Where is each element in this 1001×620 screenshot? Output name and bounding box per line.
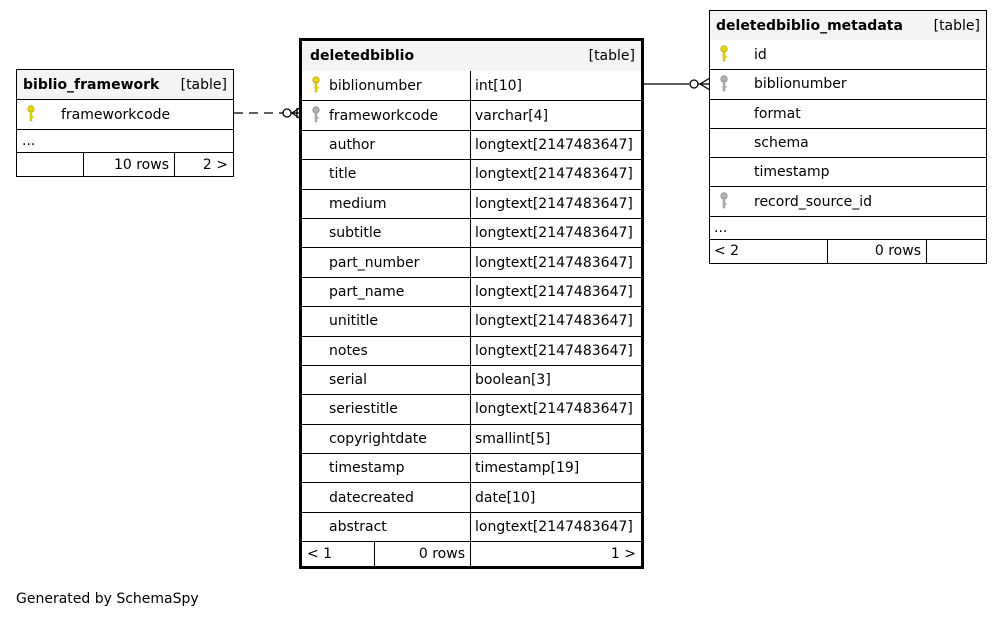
column-name: part_number (329, 254, 420, 271)
column-type: longtext[2147483647] (470, 278, 641, 306)
more-columns: ... (17, 129, 233, 152)
column-row (302, 71, 641, 100)
column-type: date[10] (470, 483, 641, 511)
column-row (302, 336, 641, 365)
column-type: longtext[2147483647] (470, 395, 641, 423)
primary-key-icon (719, 45, 729, 63)
table-footer (302, 541, 641, 566)
column-type: longtext[2147483647] (470, 513, 641, 541)
relation-metadata (643, 78, 710, 90)
column-name: abstract (329, 519, 387, 536)
children-nav[interactable]: 2 > (174, 153, 233, 176)
row-count: 10 rows (83, 153, 174, 176)
column-row (302, 424, 641, 453)
more-columns: ... (710, 216, 986, 239)
column-name: medium (329, 195, 387, 212)
column-name: unititle (329, 313, 379, 330)
column-type: smallint[5] (470, 425, 641, 453)
column-row (710, 69, 986, 98)
table-header (302, 41, 641, 71)
column-type: boolean[3] (470, 366, 641, 394)
column-name: timestamp (329, 460, 405, 477)
table-header (17, 70, 233, 99)
column-row (710, 157, 986, 186)
column-name: part_name (329, 283, 405, 300)
row-count: 0 rows (827, 240, 926, 263)
column-type: longtext[2147483647] (470, 337, 641, 365)
column-row (302, 277, 641, 306)
column-row (302, 100, 641, 129)
table-footer (17, 152, 233, 176)
table-kind: [table] (180, 76, 227, 93)
column-type: timestamp[19] (470, 454, 641, 482)
column-name: title (329, 166, 357, 183)
primary-key-icon (311, 76, 321, 94)
column-name: record_source_id (754, 193, 872, 210)
footer-empty (17, 153, 83, 176)
table-kind: [table] (588, 48, 635, 64)
column-row (302, 130, 641, 159)
column-row (302, 306, 641, 335)
column-row (302, 159, 641, 188)
table-biblio-framework[interactable] (16, 69, 234, 177)
column-name: notes (329, 342, 368, 359)
column-name: schema (754, 135, 809, 152)
column-row (302, 482, 641, 511)
table-deletedbiblio[interactable] (299, 38, 644, 569)
relation-framework (234, 107, 301, 119)
column-name: format (754, 105, 801, 122)
column-row (302, 394, 641, 423)
column-row (302, 512, 641, 541)
column-row-frameworkcode (17, 99, 233, 129)
foreign-key-icon (719, 192, 729, 210)
parents-nav[interactable]: < 1 (307, 546, 333, 563)
column-row (302, 189, 641, 218)
generated-by-footer: Generated by SchemaSpy (16, 591, 199, 607)
row-count: 0 rows (374, 542, 470, 566)
table-name: deletedbiblio (310, 48, 415, 64)
column-name: biblionumber (329, 77, 422, 94)
column-name: id (754, 46, 767, 63)
column-name: copyrightdate (329, 430, 427, 447)
column-type: int[10] (470, 71, 641, 100)
table-header (710, 11, 986, 40)
foreign-key-icon (311, 106, 321, 124)
table-name: biblio_framework (23, 76, 160, 93)
column-name: biblionumber (754, 76, 847, 93)
column-type: varchar[4] (470, 101, 641, 129)
column-name: serial (329, 372, 368, 389)
foreign-key-icon (719, 75, 729, 93)
column-row (710, 186, 986, 215)
column-type: longtext[2147483647] (470, 131, 641, 159)
column-row (710, 128, 986, 157)
primary-key-icon (26, 105, 36, 123)
column-row (302, 247, 641, 276)
column-row (710, 40, 986, 69)
column-type: longtext[2147483647] (470, 248, 641, 276)
table-kind: [table] (933, 17, 980, 34)
table-footer (710, 239, 986, 263)
column-name: subtitle (329, 225, 382, 242)
table-name: deletedbiblio_metadata (716, 17, 903, 34)
column-name: frameworkcode (61, 106, 171, 123)
column-row (710, 99, 986, 128)
footer-empty (926, 240, 986, 263)
column-name: timestamp (754, 164, 830, 181)
column-name: author (329, 136, 376, 153)
column-name: frameworkcode (329, 107, 439, 124)
column-name: seriestitle (329, 401, 398, 418)
column-row (302, 453, 641, 482)
column-type: longtext[2147483647] (470, 160, 641, 188)
column-type: longtext[2147483647] (470, 307, 641, 335)
column-type: longtext[2147483647] (470, 219, 641, 247)
column-row (302, 365, 641, 394)
column-type: longtext[2147483647] (470, 190, 641, 218)
parents-nav[interactable]: < 2 (714, 243, 740, 260)
column-row (302, 218, 641, 247)
children-nav[interactable]: 1 > (470, 542, 641, 566)
table-deletedbiblio-metadata[interactable] (709, 10, 987, 264)
column-name: datecreated (329, 489, 414, 506)
